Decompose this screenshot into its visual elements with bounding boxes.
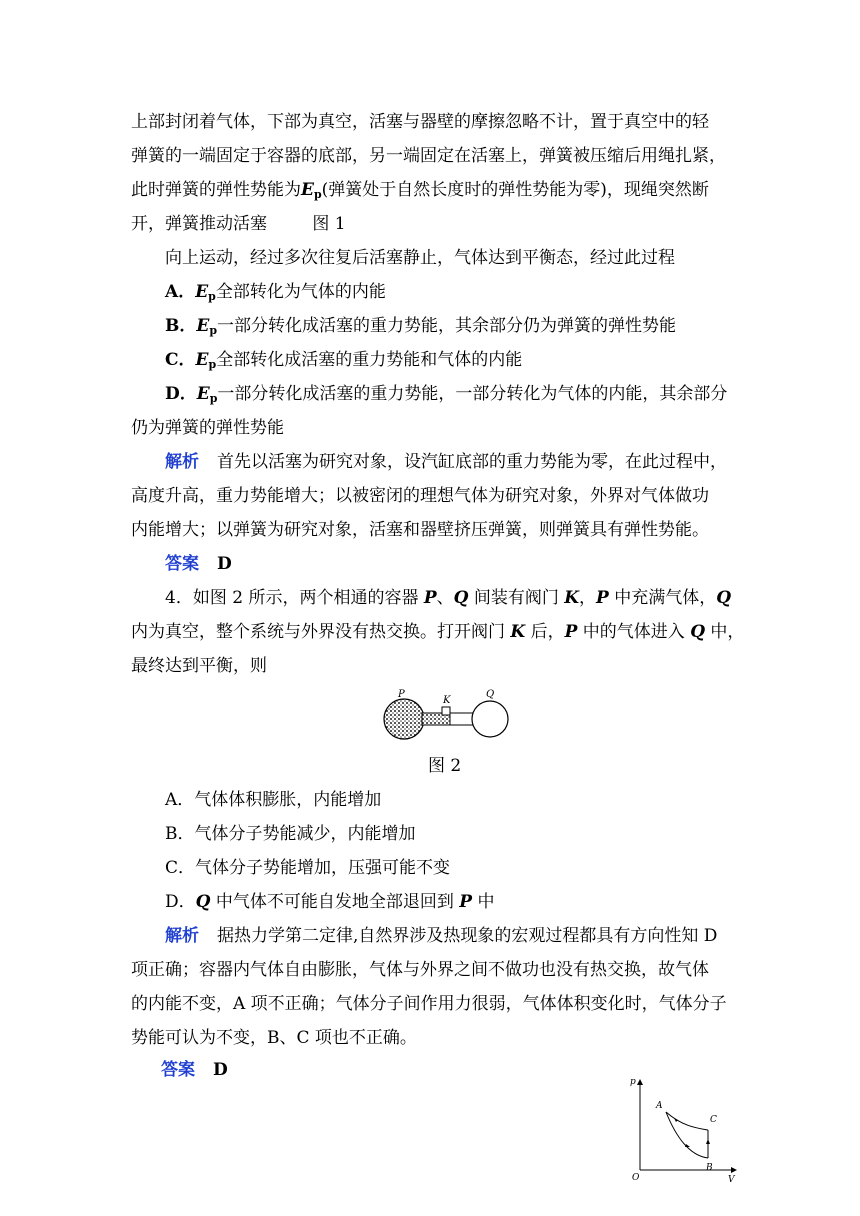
pv-arrow-ac <box>674 1118 678 1122</box>
q3-stem-line-2: 弹簧的一端固定于容器的底部，另一端固定在活塞上，弹簧被压缩后用绳扎紧， <box>131 146 726 166</box>
q4-option-a: A．气体体积膨胀，内能增加 <box>165 790 382 810</box>
q4-answer-label: 答案 <box>161 1060 195 1080</box>
q3-analysis-label: 解析 <box>165 452 199 472</box>
q4-option-b: B．气体分子势能减少，内能增加 <box>165 824 416 844</box>
fig2-label-p: P <box>398 689 405 700</box>
fig2-caption: 图 2 <box>428 756 462 776</box>
q3-analysis-line-1: 解析 首先以活塞为研究对象，设汽缸底部的重力势能为零，在此过程中， <box>165 452 727 472</box>
q3-option-d-cont: 仍为弹簧的弹性势能 <box>131 418 284 438</box>
valve-k <box>442 707 450 715</box>
pv-label-a: A <box>656 1101 663 1111</box>
container-q <box>472 701 508 737</box>
figure-2-containers <box>378 686 518 746</box>
connecting-tube-empty <box>450 713 474 725</box>
q3-analysis-line-2: 高度升高，重力势能增大；以被密闭的理想气体为研究对象，外界对气体做功 <box>131 486 709 506</box>
q3-stem-line-5: 向上运动，经过多次往复后活塞静止，气体达到平衡态，经过此过程 <box>165 248 675 268</box>
pv-diagram <box>626 1074 746 1184</box>
q4-analysis-line-2: 项正确；容器内气体自由膨胀，气体与外界之间不做功也没有热交换，故气体 <box>131 960 709 980</box>
q3-option-d: D．$E_p$一部分转化成活塞的重力势能，一部分转化为气体的内能，其余部分 <box>165 384 728 405</box>
q3-stem-line-3: 此时弹簧的弹性势能为$E_p$(弹簧处于自然长度时的弹性势能为零)，现绳突然断 <box>131 180 709 201</box>
q4-stem-line-2: 内为真空，整个系统与外界没有热交换。打开阀门 K 后，P 中的气体进入 Q 中， <box>131 622 745 642</box>
q4-option-c: C．气体分子势能增加，压强可能不变 <box>165 858 451 878</box>
pv-label-c: C <box>710 1115 717 1125</box>
q3-answer: 答案 D <box>165 554 232 574</box>
container-p <box>384 699 424 739</box>
q3-answer-label: 答案 <box>165 554 199 574</box>
fig2-label-k: K <box>443 695 451 706</box>
q3-analysis-line-3: 内能增大；以弹簧为研究对象，活塞和器壁挤压弹簧，则弹簧具有弹性势能。 <box>131 520 709 540</box>
q3-stem-line-1: 上部封闭着气体，下部为真空，活塞与器壁的摩擦忽略不计，置于真空中的轻 <box>131 112 709 132</box>
pv-curve-ac <box>666 1112 708 1130</box>
q3-option-b: B．$E_p$一部分转化成活塞的重力势能，其余部分仍为弹簧的弹性势能 <box>165 316 677 337</box>
q3-stem-line-4: 开，弹簧推动活塞 图 1 <box>131 214 346 234</box>
q4-option-d: D．Q 中气体不可能自发地全部退回到 P 中 <box>165 892 495 912</box>
pv-label-o: O <box>632 1173 640 1183</box>
q4-analysis-label: 解析 <box>165 926 199 946</box>
q4-analysis-line-1: 解析 据热力学第二定律,自然界涉及热现象的宏观过程都具有方向性知 D <box>165 926 718 946</box>
q3-option-c: C．$E_p$全部转化成活塞的重力势能和气体的内能 <box>165 350 523 371</box>
fig1-label: 图 1 <box>312 214 346 234</box>
pv-arrow-cb <box>706 1139 710 1144</box>
q4-analysis-line-3: 的内能不变，A 项不正确；气体分子间作用力很弱，气体体积变化时，气体分子 <box>131 994 727 1014</box>
fig2-label-q: Q <box>486 689 495 700</box>
q3-option-a: A．$E_p$全部转化为气体的内能 <box>165 282 386 303</box>
pv-curve-ab <box>666 1112 708 1158</box>
q4-stem-line-1: 4．如图 2 所示，两个相通的容器 P、Q 间装有阀门 K，P 中充满气体，Q <box>165 588 732 608</box>
pv-arrow-ab <box>685 1144 690 1147</box>
q4-answer: 答案 D <box>161 1060 228 1080</box>
q4-analysis-line-4: 势能可认为不变，B、C 项也不正确。 <box>131 1028 417 1048</box>
pv-label-p: p <box>630 1077 636 1087</box>
pv-label-b: B <box>706 1163 713 1173</box>
q4-stem-line-3: 最终达到平衡，则 <box>131 656 267 676</box>
pv-label-v: V <box>728 1175 735 1184</box>
